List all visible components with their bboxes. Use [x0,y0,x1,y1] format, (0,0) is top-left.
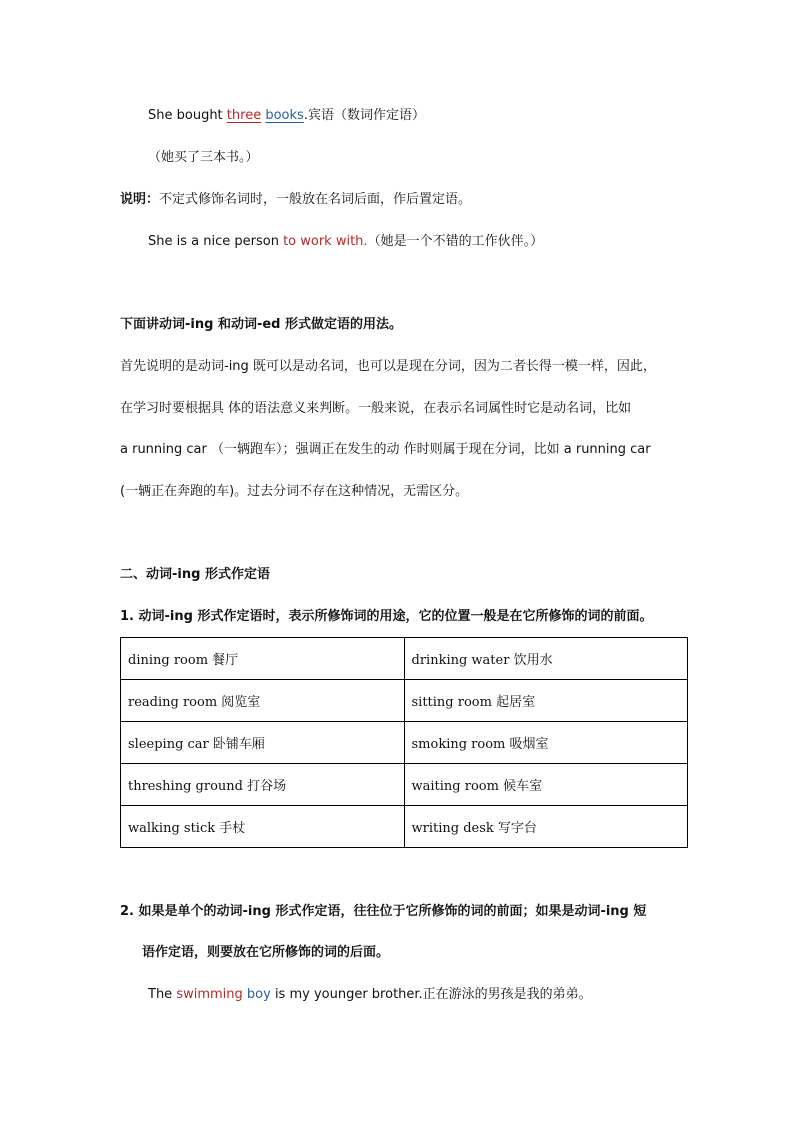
table-cell: dining room 餐厅 [121,638,405,680]
highlight-boy: boy [246,987,271,1002]
section-intro-heading: 下面讲动词-ing 和动词-ed 形式做定语的用法。 [120,317,402,332]
sentence-translation: （她是一个不错的工作伙伴。） [367,234,544,249]
table-row [121,764,688,806]
highlight-books: books [265,108,304,123]
table-cell: writing desk 写字台 [404,806,688,848]
vocabulary-table [120,637,688,848]
sentence-text: She bought [148,108,227,123]
example-sentence-work-with [148,233,543,251]
paragraph-line-2: 在学习时要根据具 体的语法意义来判断。一般来说，在表示名词属性时它是动名词，比如 [120,401,632,416]
highlight-swimming: swimming [176,987,243,1002]
explanation-text: 不定式修饰名词时，一般放在名词后面，作后置定语。 [159,192,472,207]
table-cell: reading room 阅览室 [121,680,405,722]
rule-2-line-2: 语作定语，则要放在它所修饰的词的后面。 [142,945,390,960]
explanation-line [120,191,471,209]
table-row [121,638,688,680]
paragraph-line-3: a running car （一辆跑车）；强调正在发生的动 作时则属于现在分词，比如 a running car [120,442,651,457]
sentence-text: The [148,987,177,1002]
paragraph-line-1: 首先说明的是动词-ing 既可以是动名词，也可以是现在分词，因为二者长得一模一样，因此， [120,359,656,374]
example-sentence-three-books [148,107,425,125]
rule-1: 1. 动词-ing 形式作定语时，表示所修饰词的用途，它的位置一般是在它所修饰的词的前面。 [120,609,653,624]
paragraph-line-4: (一辆正在奔跑的车)。过去分词不存在这种情况，无需区分。 [120,484,469,499]
table-cell: threshing ground 打谷场 [121,764,405,806]
sentence-translation: is my younger brother.正在游泳的男孩是我的弟弟。 [270,987,592,1002]
table-row [121,722,688,764]
sentence-text: She is a nice person [148,234,284,249]
translation-three-books: （她买了三本书。） [148,150,259,165]
example-sentence-swimming-boy [148,986,592,1004]
table-row [121,806,688,848]
section-heading-ing-attributive: 二、动词-ing 形式作定语 [120,567,270,582]
table-cell: drinking water 饮用水 [404,638,688,680]
table-cell: sitting room 起居室 [404,680,688,722]
table-cell: waiting room 候车室 [404,764,688,806]
table-cell: walking stick 手杖 [121,806,405,848]
table-cell: smoking room 吸烟室 [404,722,688,764]
explanation-label: 说明： [120,192,160,207]
highlight-to-work-with: to work with. [283,234,368,249]
rule-2-line-1: 2. 如果是单个的动词-ing 形式作定语，往往位于它所修饰的词的前面；如果是动词-ing 短 [120,904,647,919]
table-row [121,680,688,722]
sentence-note: .宾语（数词作定语） [303,108,425,123]
table-cell: sleeping car 卧铺车厢 [121,722,405,764]
highlight-three: three [226,108,262,123]
